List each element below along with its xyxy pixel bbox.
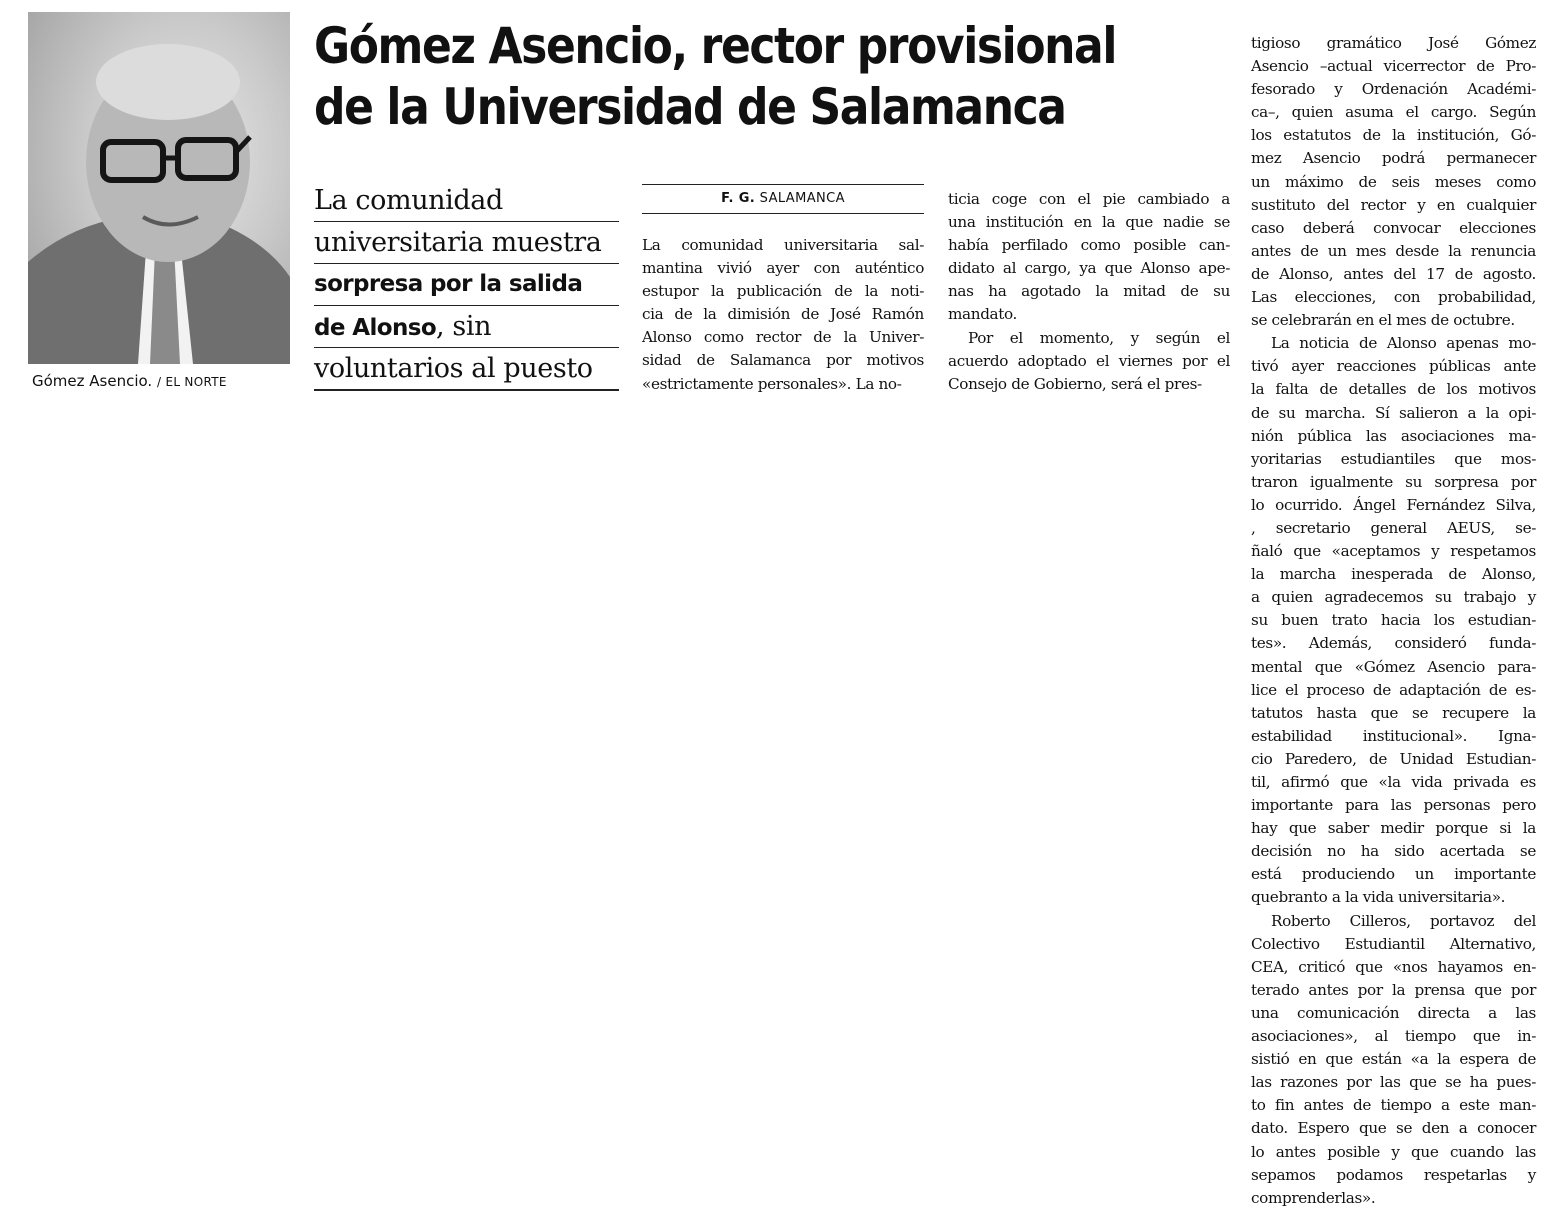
byline (642, 184, 924, 214)
article-line: sustituto del rector y en cualquier (1251, 195, 1536, 214)
article-line: mandato. (948, 305, 1018, 324)
article-line: nas ha agotado la mitad de su (948, 282, 1230, 301)
article-line: una institución en la que nadie se (948, 213, 1230, 232)
article-line: comprenderlas». (1251, 1188, 1376, 1207)
article-line: está produciendo un importante (1251, 865, 1536, 884)
page-title (314, 16, 1124, 138)
article-line: Roberto Cilleros, portavoz del (1271, 911, 1536, 930)
article-line: didato al cargo, ya que Alonso ape- (948, 259, 1230, 278)
article-line: las razones por las que se ha pues- (1251, 1073, 1536, 1092)
article-line: mantina vivió ayer con auténtico (642, 259, 924, 278)
portrait-illustration (28, 12, 290, 364)
article-line: un máximo de seis meses como (1251, 172, 1536, 191)
article-line: nión pública las asociaciones ma- (1251, 426, 1536, 445)
deck-line-5: voluntarios al puesto (314, 348, 619, 391)
article-line: cio Paredero, de Unidad Estudian- (1251, 749, 1536, 768)
article-line: tigioso gramático José Gómez (1251, 34, 1536, 52)
deck-line-4-bold: de Alonso (314, 315, 437, 341)
article-column-1 (642, 234, 924, 396)
headline-line-2: de la Universidad de Salamanca (314, 78, 1066, 136)
byline-place: SALAMANCA (759, 191, 845, 206)
article-line: antes de un mes desde la renuncia (1251, 241, 1536, 260)
article-line: lo antes posible y que cuando las (1251, 1142, 1536, 1161)
article-line: Alonso como rector de la Univer- (642, 328, 924, 347)
article-line: «estrictamente personales». La no- (642, 374, 902, 393)
article-line: sidad de Salamanca por motivos (642, 351, 924, 370)
article-line: quebranto a la vida universitaria». (1251, 888, 1506, 907)
article-line: lice el proceso de adaptación de es- (1251, 680, 1536, 699)
article-line: a quien agradecemos su trabajo y (1251, 588, 1536, 607)
article-line: fesorado y Ordenación Académi- (1251, 80, 1536, 99)
article-line: to fin antes de tiempo a este man- (1251, 1096, 1536, 1115)
article-line: hay que saber medir porque si la (1251, 819, 1536, 838)
article-line: ticia coge con el pie cambiado a (948, 190, 1230, 208)
caption-name: Gómez Asencio. (32, 372, 153, 390)
article-line: dato. Espero que se den a conocer (1251, 1119, 1536, 1138)
article-line: sepamos podamos respetarlas y (1251, 1165, 1536, 1184)
article-line: terado antes por la prensa que por (1251, 980, 1536, 999)
article-line: cia de la dimisión de José Ramón (642, 305, 924, 324)
article-line: decisión no ha sido acertada se (1251, 842, 1536, 861)
article-line: Asencio –actual vicerrector de Pro- (1251, 57, 1536, 76)
article-line: asociaciones», al tiempo que in- (1251, 1027, 1536, 1046)
article-line: Por el momento, y según el (968, 328, 1230, 347)
article-line: de Alonso, antes del 17 de agosto. (1251, 264, 1536, 283)
article-line: de su marcha. Sí salieron a la opi- (1251, 403, 1536, 422)
article-line: la falta de detalles de los motivos (1251, 380, 1536, 399)
article-line: acuerdo adoptado el viernes por el (948, 351, 1230, 370)
article-line: La comunidad universitaria sal- (642, 236, 924, 254)
article-line: la marcha inesperada de Alonso, (1251, 565, 1536, 584)
article-line: traron igualmente su sorpresa por (1251, 472, 1536, 491)
deck-line-4 (314, 306, 619, 348)
deck-line-1: La comunidad (314, 180, 619, 222)
deck-line-2: universitaria muestra (314, 222, 619, 264)
article-line: Las elecciones, con probabilidad, (1251, 288, 1536, 307)
article-line: sistió en que están «a la espera de (1251, 1050, 1536, 1069)
article-line: tes». Además, consideró funda- (1251, 634, 1536, 653)
article-column-3 (1251, 32, 1536, 1210)
article-line: una comunicación directa a las (1251, 1003, 1536, 1022)
article-line: mental que «Gómez Asencio para- (1251, 657, 1536, 676)
subheadline (314, 180, 619, 391)
deck-line-3: sorpresa por la salida (314, 264, 619, 306)
article-line: tivó ayer reacciones públicas ante (1251, 357, 1536, 376)
article-line: su buen trato hacia los estudian- (1251, 611, 1536, 630)
article-line: mez Asencio podrá permanecer (1251, 149, 1536, 168)
photo-caption (32, 372, 227, 390)
article-line: lo ocurrido. Ángel Fernández Silva, (1251, 495, 1536, 514)
article-line: había perfilado como posible can- (948, 236, 1230, 255)
article-line: Consejo de Gobierno, será el pres- (948, 374, 1202, 393)
article-line: se celebrarán en el mes de octubre. (1251, 311, 1515, 330)
article-line: yoritarias estudiantiles que mos- (1251, 449, 1536, 468)
caption-credit: / EL NORTE (156, 375, 227, 389)
article-line: importante para las personas pero (1251, 796, 1536, 815)
article-column-2 (948, 188, 1230, 396)
article-line: estabilidad institucional». Igna- (1251, 726, 1536, 745)
article-line: , secretario general AEUS, se- (1251, 518, 1536, 537)
byline-author: F. G. (721, 191, 756, 206)
article-line: CEA, criticó que «nos hayamos en- (1251, 957, 1536, 976)
article-line: ca–, quien asuma el cargo. Según (1251, 103, 1536, 122)
article-line: caso deberá convocar elecciones (1251, 218, 1536, 237)
deck-line-4-rest: , sin (436, 311, 492, 342)
portrait-photo (28, 12, 290, 364)
article-line: ñaló que «aceptamos y respetamos (1251, 542, 1536, 561)
article-line: los estatutos de la institución, Gó- (1251, 126, 1536, 145)
article-line: Colectivo Estudiantil Alternativo, (1251, 934, 1536, 953)
article-line: La noticia de Alonso apenas mo- (1271, 334, 1536, 353)
article-line: til, afirmó que «la vida privada es (1251, 773, 1536, 791)
article-line: estupor la publicación de la noti- (642, 282, 924, 301)
article-line: tatutos hasta que se recupere la (1251, 703, 1536, 722)
headline-line-1: Gómez Asencio, rector provisional (314, 17, 1117, 75)
